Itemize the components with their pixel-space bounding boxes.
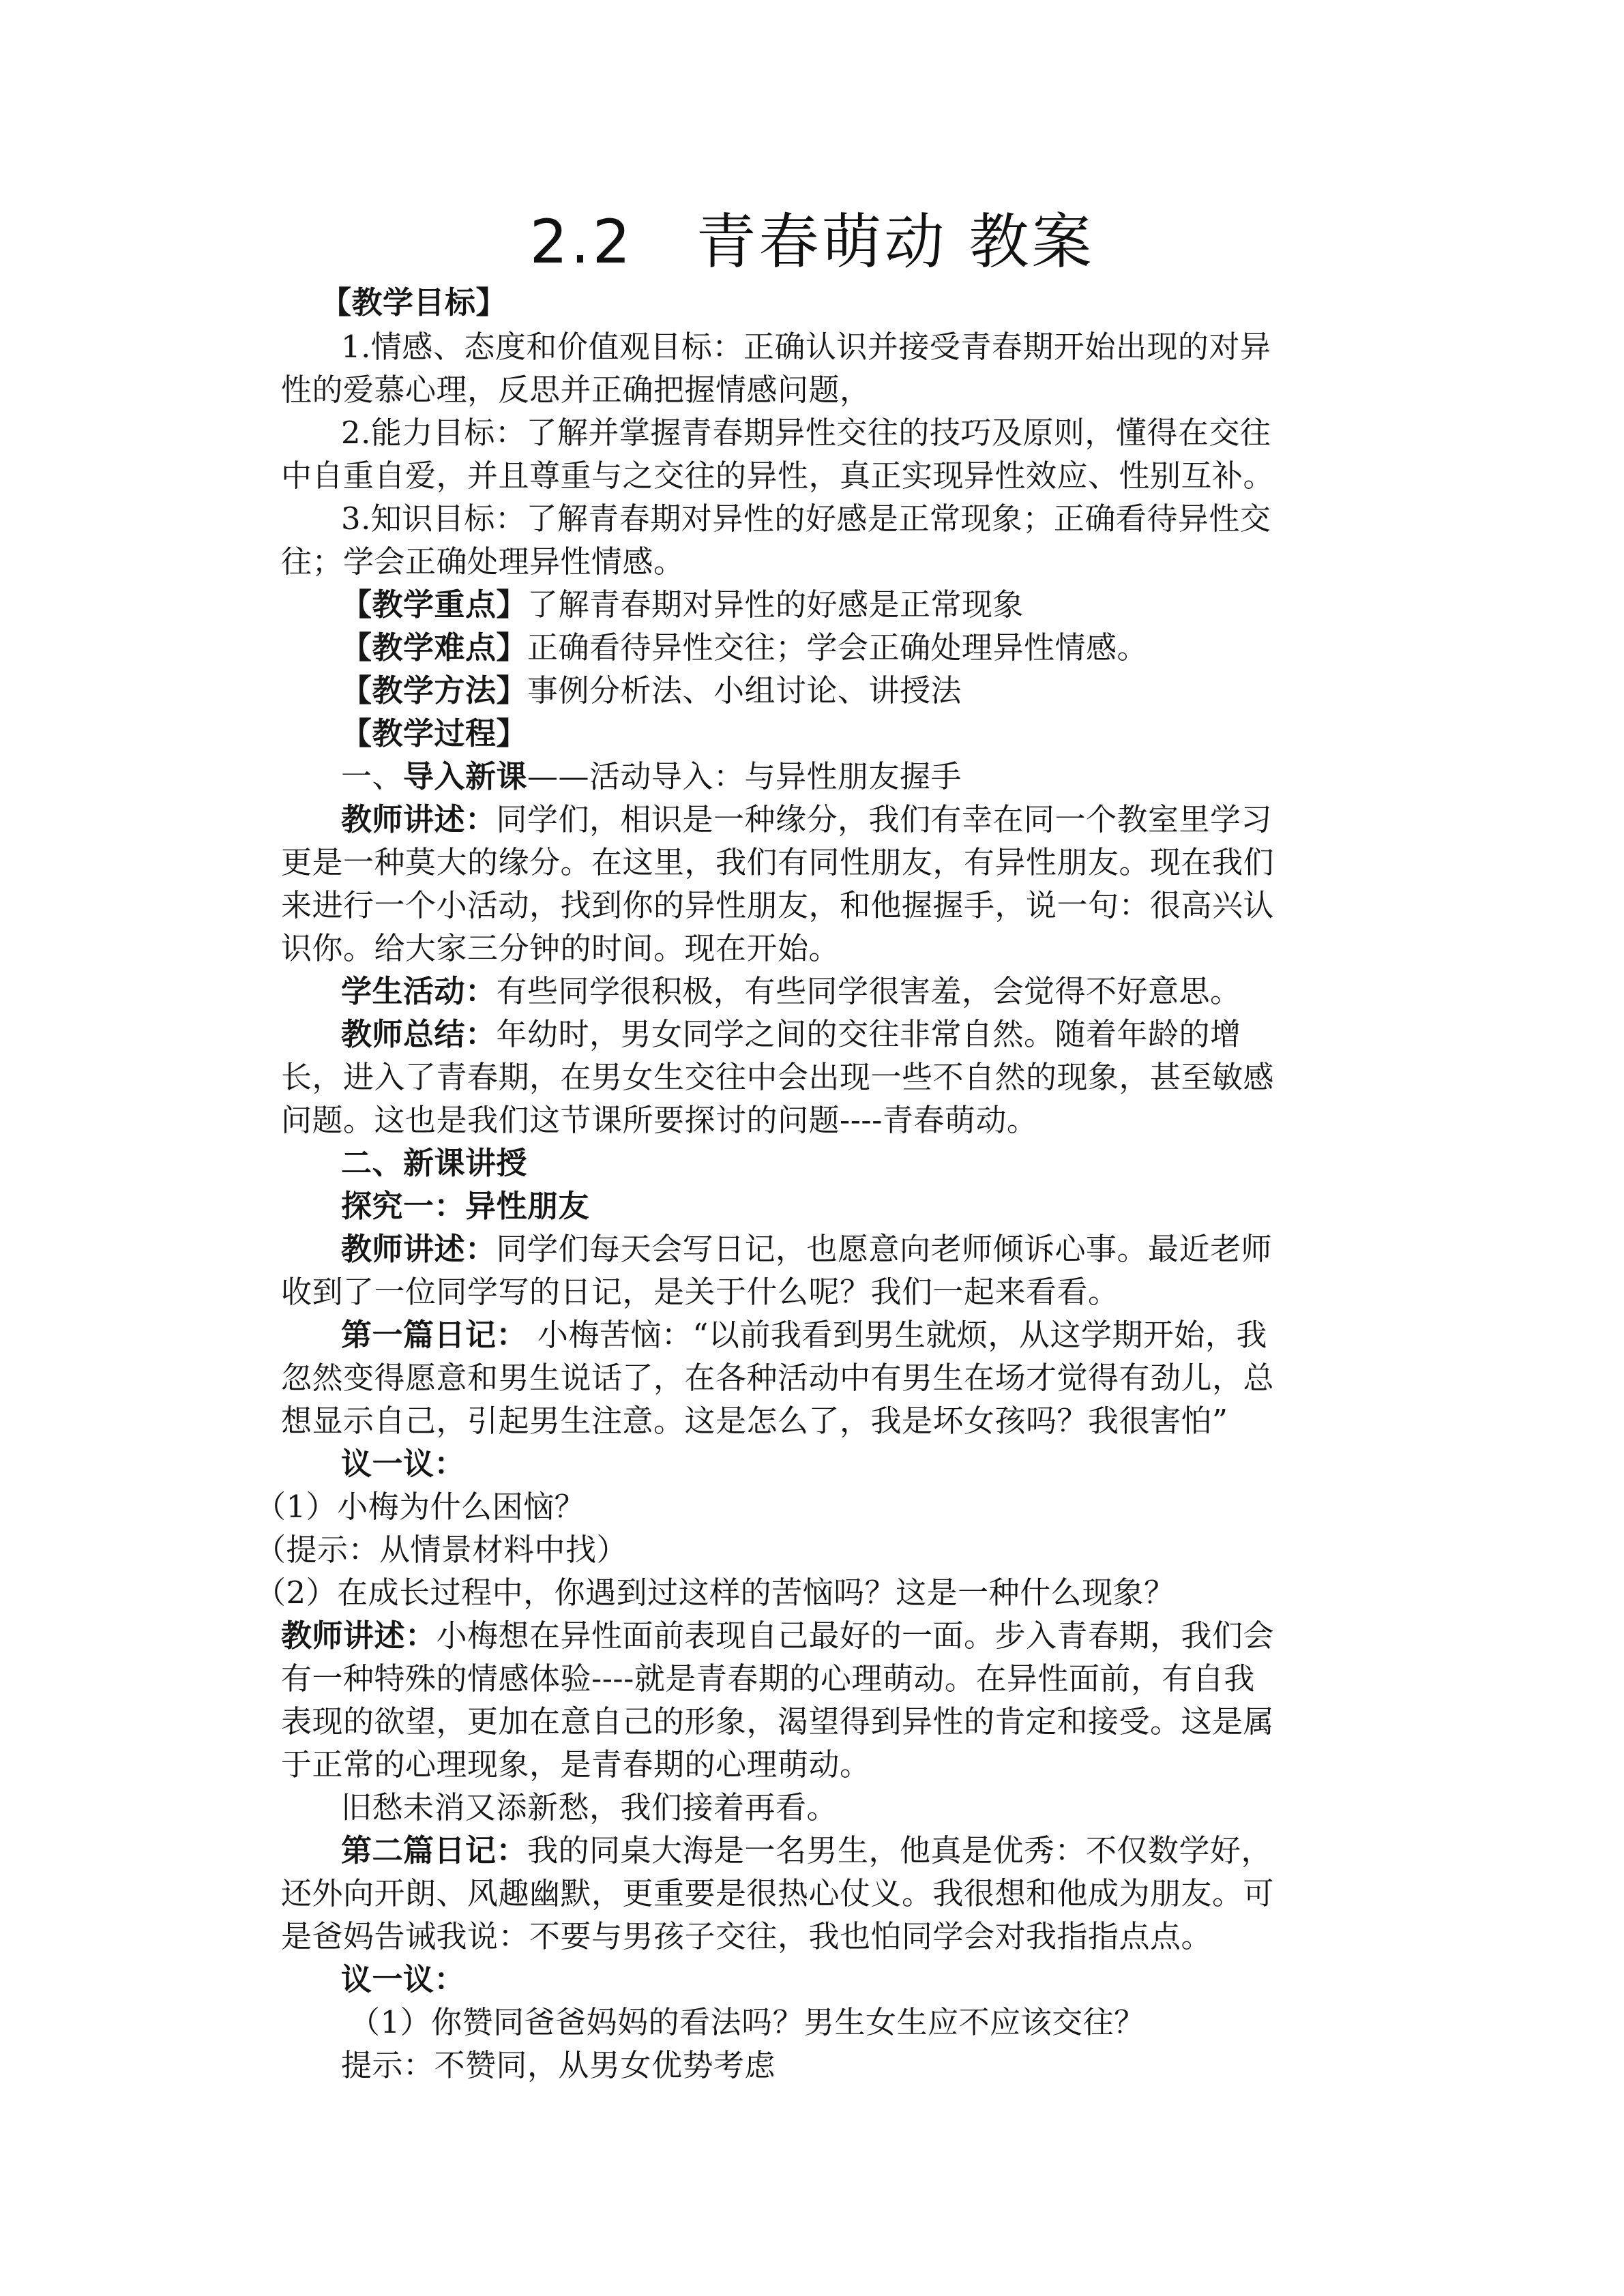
teacher-3-line-2: 有一种特殊的情感体验----就是青春期的心理萌动。在异性面前，有自我: [281, 1660, 1255, 1697]
diary-2-line-2: 还外向开朗、风趣幽默，更重要是很热心仗义。我很想和他成为朋友。可: [281, 1875, 1275, 1911]
teacher-1-line-2: 更是一种莫大的缘分。在这里，我们有同性朋友，有异性朋友。现在我们: [281, 844, 1275, 880]
difficulty-text: 正确看待异性交往；学会正确处理异性情感。: [527, 629, 1149, 666]
diary-1-line-3: 想显示自己，引起男生注意。这是怎么了，我是坏女孩吗？我很害怕”: [281, 1403, 1228, 1439]
summary-1-line-3: 问题。这也是我们这节课所要探讨的问题----青春萌动。: [281, 1102, 1038, 1138]
method-label: 【教学方法】: [341, 672, 528, 709]
teacher-1-label: 教师讲述：: [341, 801, 497, 837]
student-activity-text: 有些同学很积极，有些同学很害羞，会觉得不好意思。: [496, 973, 1241, 1009]
teacher-3-line-4: 于正常的心理现象，是青春期的心理萌动。: [281, 1746, 871, 1783]
diary-1-line-2: 忽然变得愿意和男生说话了，在各种活动中有男生在场才觉得有劲儿，总: [281, 1360, 1275, 1396]
discuss-1-question-1: （1）小梅为什么困恼？: [255, 1489, 586, 1525]
goal-1-line-1: 1.情感、态度和价值观目标：正确认识并接受青春期开始出现的对异: [341, 329, 1271, 365]
goal-2-line-1: 2.能力目标：了解并掌握青春期异性交往的技巧及原则，懂得在交往: [341, 415, 1271, 451]
intro-prefix: 一、: [341, 758, 404, 794]
summary-1-line-2: 长，进入了青春期，在男女生交往中会出现一些不自然的现象，甚至敏感: [281, 1059, 1275, 1095]
summary-1-line-1: [341, 1013, 1241, 1056]
student-activity-label: 学生活动：: [341, 973, 497, 1009]
difficulty-label: 【教学难点】: [341, 629, 528, 666]
teacher-3-label: 教师讲述：: [281, 1617, 437, 1654]
new-lesson-heading: 二、新课讲授: [341, 1145, 528, 1181]
discuss-2-heading: 议一议：: [341, 1961, 466, 1997]
discuss-1-heading: 议一议：: [341, 1446, 466, 1482]
goal-2-line-2: 中自重自爱，并且尊重与之交往的异性，真正实现异性效应、性别互补。: [281, 458, 1275, 494]
process-heading: 【教学过程】: [341, 715, 528, 751]
teacher-3-line-1: [281, 1615, 1274, 1657]
teacher-1-line-4: 识你。给大家三分钟的时间。现在开始。: [281, 930, 840, 966]
teacher-2-line-2: 收到了一位同学写的日记，是关于什么呢？我们一起来看看。: [281, 1274, 1119, 1310]
diary-1-line-1: [341, 1314, 1267, 1356]
goal-3-line-2: 往；学会正确处理异性情感。: [281, 543, 685, 580]
intro-text: ——活动导入：与异性朋友握手: [527, 758, 962, 794]
teacher-3-text: 小梅想在异性面前表现自己最好的一面。步入青春期，我们会: [436, 1617, 1275, 1654]
diary-2-line-1: [341, 1830, 1272, 1872]
discuss-1-question-2: （2）在成长过程中，你遇到过这样的苦恼吗？这是一种什么现象？: [255, 1575, 1175, 1611]
difficulty-line: [341, 627, 1148, 669]
diary-1-text: 小梅苦恼：“以前我看到男生就烦，从这学期开始，我: [527, 1317, 1267, 1353]
diary-2-text: 我的同桌大海是一名男生，他真是优秀：不仅数学好，: [527, 1832, 1273, 1868]
intro-label: 导入新课: [403, 758, 528, 794]
method-text: 事例分析法、小组讨论、讲授法: [527, 672, 962, 709]
goal-3-line-1: 3.知识目标：了解青春期对异性的好感是正常现象；正确看待异性交: [341, 501, 1271, 537]
teacher-1-line-3: 来进行一个小活动，找到你的异性朋友，和他握握手，说一句：很高兴认: [281, 887, 1275, 923]
summary-1-text: 年幼时，男女同学之间的交往非常自然。随着年龄的增: [496, 1016, 1241, 1052]
teacher-2-text: 同学们每天会写日记，也愿意向老师倾诉心事。最近老师: [496, 1231, 1273, 1267]
key-point-label: 【教学重点】: [341, 586, 528, 623]
method-line: [341, 670, 962, 712]
intro-line: [341, 756, 962, 798]
summary-1-label: 教师总结：: [341, 1016, 497, 1052]
discuss-2-hint: 提示：不赞同，从男女优势考虑: [341, 2047, 776, 2083]
discuss-2-question-1: （1）你赞同爸爸妈妈的看法吗？男生女生应不应该交往？: [349, 2004, 1145, 2040]
explore-1-heading: 探究一：异性朋友: [341, 1188, 590, 1224]
teacher-2-line-1: [341, 1228, 1272, 1270]
teacher-3-line-3: 表现的欲望，更加在意自己的形象，渴望得到异性的肯定和接受。这是属: [281, 1703, 1275, 1740]
diary-2-label: 第二篇日记：: [341, 1832, 528, 1868]
discuss-1-hint: （提示：从情景材料中找）: [255, 1532, 628, 1568]
diary-1-label: 第一篇日记：: [341, 1317, 528, 1353]
section-heading-goals: 【教学目标】: [321, 284, 507, 320]
goal-1-line-2: 性的爱慕心理，反思并正确把握情感问题，: [281, 372, 871, 408]
diary-2-line-3: 是爸妈告诫我说：不要与男孩子交往，我也怕同学会对我指指点点。: [281, 1918, 1213, 1954]
transition-line: 旧愁未消又添新愁，我们接着再看。: [341, 1789, 838, 1825]
teacher-1-line-1: [341, 799, 1272, 841]
teacher-2-label: 教师讲述：: [341, 1231, 497, 1267]
key-point-line: [341, 584, 1024, 626]
student-activity-line: [341, 970, 1241, 1013]
page-title: 2.2 青春萌动 教案: [529, 207, 1095, 277]
teacher-1-text: 同学们，相识是一种缘分，我们有幸在同一个教室里学习: [496, 801, 1273, 837]
key-point-text: 了解青春期对异性的好感是正常现象: [527, 586, 1024, 623]
